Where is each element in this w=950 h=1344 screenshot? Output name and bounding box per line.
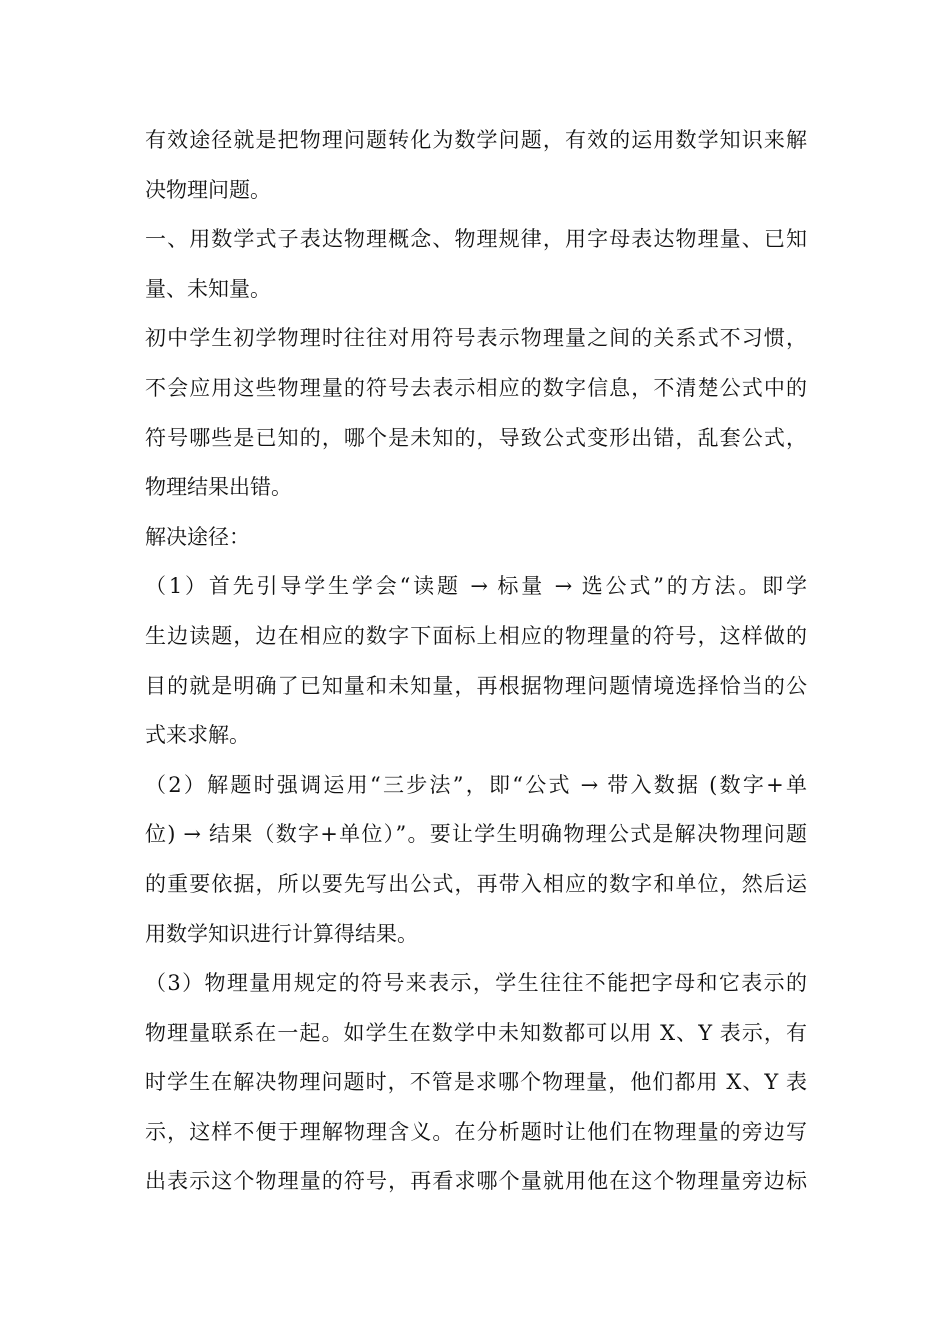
text-line: 物理量联系在一起。如学生在数学中未知数都可以用 X、Y 表示，有 bbox=[145, 1020, 807, 1045]
text-line: 位) → 结果（数字+单位）”。要让学生明确物理公式是解决物理问题 bbox=[145, 822, 807, 847]
text-line: 解决途径： bbox=[145, 524, 250, 549]
section-heading-line: 量、未知量。 bbox=[145, 276, 271, 301]
text-line: 目的就是明确了已知量和未知量，再根据物理问题情境选择恰当的公 bbox=[145, 673, 807, 698]
text-line: （3）物理量用规定的符号来表示，学生往往不能把字母和它表示的 bbox=[145, 971, 807, 996]
text-line: 物理结果出错。 bbox=[145, 475, 292, 500]
text-line: （1）首先引导学生学会“读题 → 标量 → 选公式”的方法。即学 bbox=[145, 574, 807, 599]
text-line: 决物理问题。 bbox=[145, 177, 271, 202]
text-line: 有效途径就是把物理问题转化为数学问题，有效的运用数学知识来解 bbox=[145, 128, 807, 152]
text-line: 不会应用这些物理量的符号去表示相应的数字信息，不清楚公式中的 bbox=[145, 375, 807, 400]
text-line: 生边读题，边在相应的数字下面标上相应的物理量的符号，这样做的 bbox=[145, 623, 807, 648]
text-line: 初中学生初学物理时往往对用符号表示物理量之间的关系式不习惯， bbox=[145, 326, 807, 351]
text-line: 式来求解。 bbox=[145, 723, 250, 748]
section-heading-line: 一、用数学式子表达物理概念、物理规律，用字母表达物理量、已知 bbox=[145, 227, 807, 252]
text-line: 出表示这个物理量的符号，再看求哪个量就用他在这个物理量旁边标 bbox=[145, 1169, 807, 1194]
body-text bbox=[145, 116, 807, 1207]
text-line: 时学生在解决物理问题时，不管是求哪个物理量，他们都用 X、Y 表 bbox=[145, 1070, 807, 1095]
text-line: 示，这样不便于理解物理含义。在分析题时让他们在物理量的旁边写 bbox=[145, 1119, 807, 1144]
text-line: 符号哪些是已知的，哪个是未知的，导致公式变形出错，乱套公式， bbox=[145, 425, 807, 450]
text-line: 用数学知识进行计算得结果。 bbox=[145, 921, 418, 946]
text-line: （2）解题时强调运用“三步法”，即“公式 → 带入数据 (数字+单 bbox=[145, 772, 807, 797]
text-line: 的重要依据，所以要先写出公式，再带入相应的数字和单位，然后运 bbox=[145, 871, 807, 896]
